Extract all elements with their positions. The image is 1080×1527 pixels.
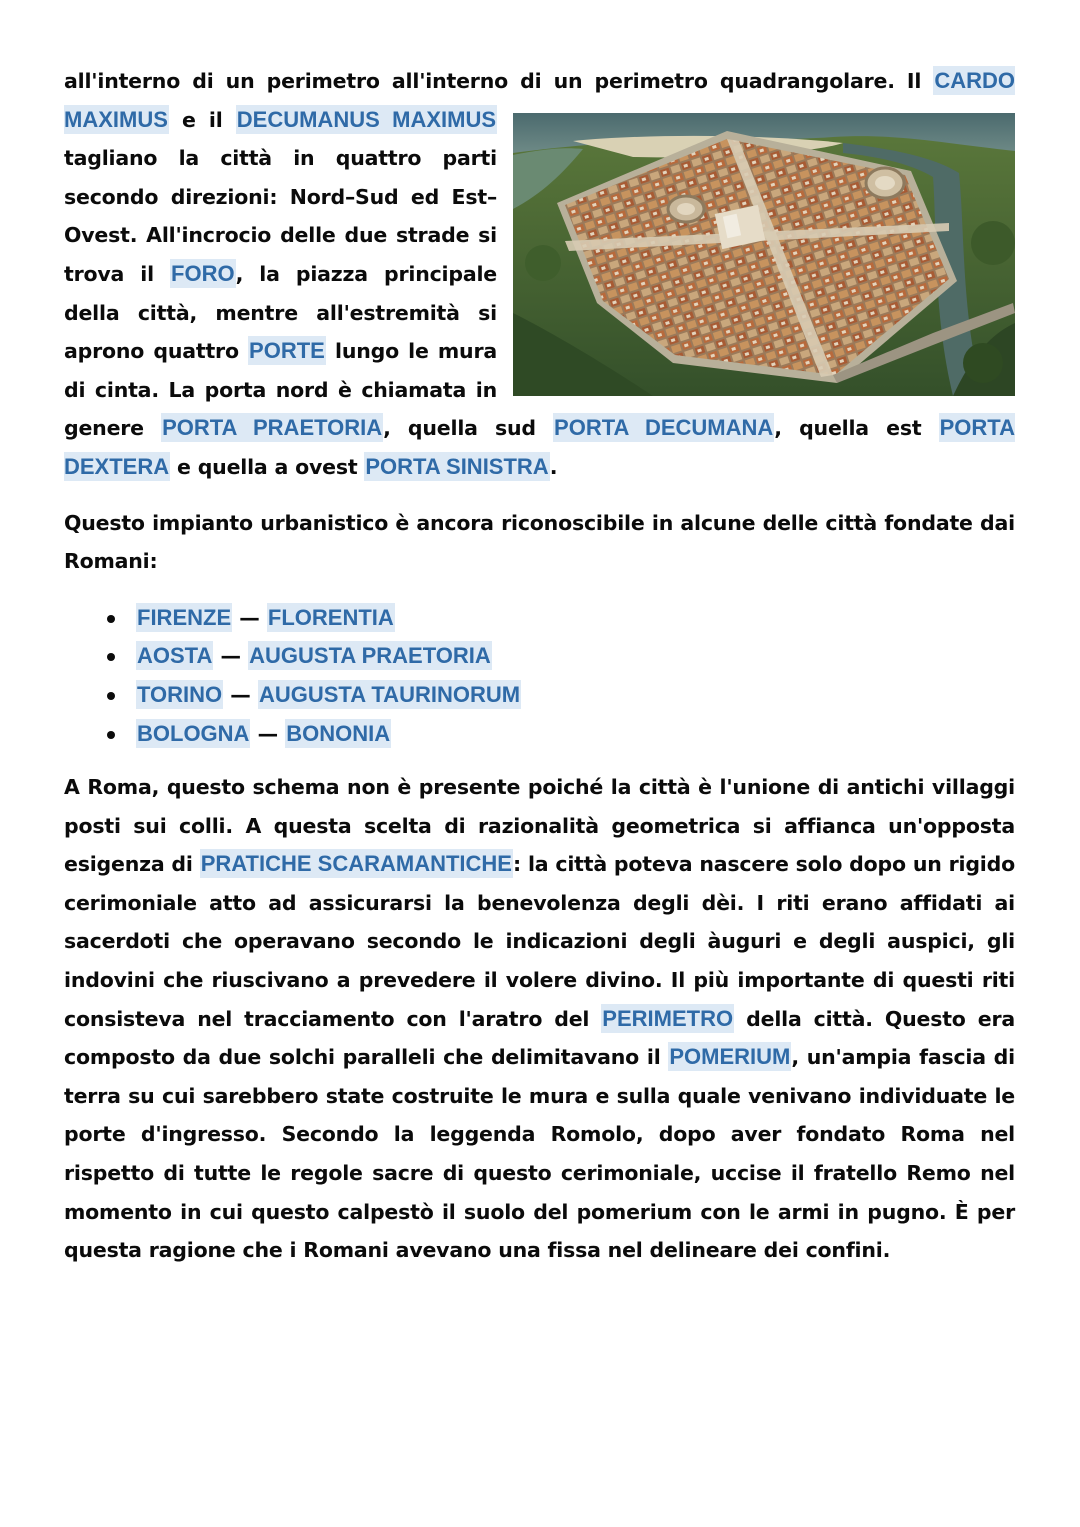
term-decumanus-maximus: DECUMANUS MAXIMUS	[236, 106, 496, 132]
term-cardo-maximus: CARDO MAXIMUS	[64, 68, 1015, 132]
paragraph-cities-intro: Questo impianto urbanistico è ancora riconoscibile in alcune delle città fondate dai Romani:	[64, 510, 1015, 574]
city-latin-name: AUGUSTA TAURINORUM	[258, 681, 521, 707]
term-foro: FORO	[171, 260, 235, 286]
document-body	[64, 62, 1015, 1270]
cities-list	[64, 599, 1015, 753]
list-item: AOSTA — AUGUSTA PRAETORIA	[136, 637, 1015, 676]
paragraph-intro: all'interno di un perimetro all'interno di un perimetro quadrangolare. Il CARDO MAXIMUS e il DECUMANUS MAXIMUS tagliano la città in quattro parti secondo direzioni: Nord–Sud ed Est–Ovest. All'incrocio delle due strade si trova il FORO, la piazza principale della città, mentre all'estremità si aprono quattro PORTE lungo le mura di cinta. La porta nord è chiamata in genere PORTA PRAETORIA, quella sud PORTA DECUMANA, quella est PORTA DEXTERA e quella a ovest PORTA SINISTRA.	[64, 68, 1015, 479]
city-latin-name: AUGUSTA PRAETORIA	[249, 643, 491, 669]
city-latin-name: BONONIA	[286, 720, 391, 746]
term-porta-sinistra: PORTA SINISTRA	[365, 453, 549, 479]
city-modern-name: TORINO	[137, 681, 223, 707]
roman-city-aerial-illustration	[513, 113, 1015, 396]
city-latin-name: FLORENTIA	[267, 604, 394, 630]
list-item: BOLOGNA — BONONIA	[136, 715, 1015, 754]
paragraph-rome: A Roma, questo schema non è presente poiché la città è l'unione di antichi villaggi posti sui colli. A questa scelta di razionalità geometrica si affianca un'opposta esigenza di PRATICHE SCARAMANTICHE: la città poteva nascere solo dopo un rigido cerimoniale atto ad assicurarsi la benevolenza degli dèi. I riti erano affidati ai sacerdoti che operavano secondo le indicazioni degli àuguri e degli auspici, gli indovini che riuscivano a prevedere il volere divino. Il più importante di questi riti consisteva nel tracciamento con l'aratro del PERIMETRO della città. Questo era composto da due solchi paralleli che delimitavano il POMERIUM, un'ampia fascia di terra su cui sarebbero state costruite le mura e sulla quale venivano individuate le porte d'ingresso. Secondo la leggenda Romolo, dopo aver fondato Roma nel rispetto di tutte le regole sacre di questo cerimoniale, uccise il fratello Remo nel momento in cui questo calpestò il suolo del pomerium con le armi in pugno. È per questa ragione che i Romani avevano una fissa nel delineare dei confini.	[64, 775, 1015, 1263]
term-porta-dextera: PORTA DEXTERA	[64, 415, 1015, 479]
term-pratiche-scaramantiche: PRATICHE SCARAMANTICHE	[200, 851, 512, 877]
city-modern-name: AOSTA	[137, 643, 213, 669]
term-pomerium: POMERIUM	[669, 1044, 791, 1070]
list-item: FIRENZE — FLORENTIA	[136, 599, 1015, 638]
term-porta-praetoria: PORTA PRAETORIA	[162, 415, 383, 441]
city-modern-name: FIRENZE	[137, 604, 232, 630]
term-perimetro: PERIMETRO	[602, 1005, 734, 1031]
term-porte: PORTE	[249, 338, 325, 364]
list-item: TORINO — AUGUSTA TAURINORUM	[136, 676, 1015, 715]
term-porta-decumana: PORTA DECUMANA	[554, 415, 774, 441]
city-modern-name: BOLOGNA	[137, 720, 250, 746]
